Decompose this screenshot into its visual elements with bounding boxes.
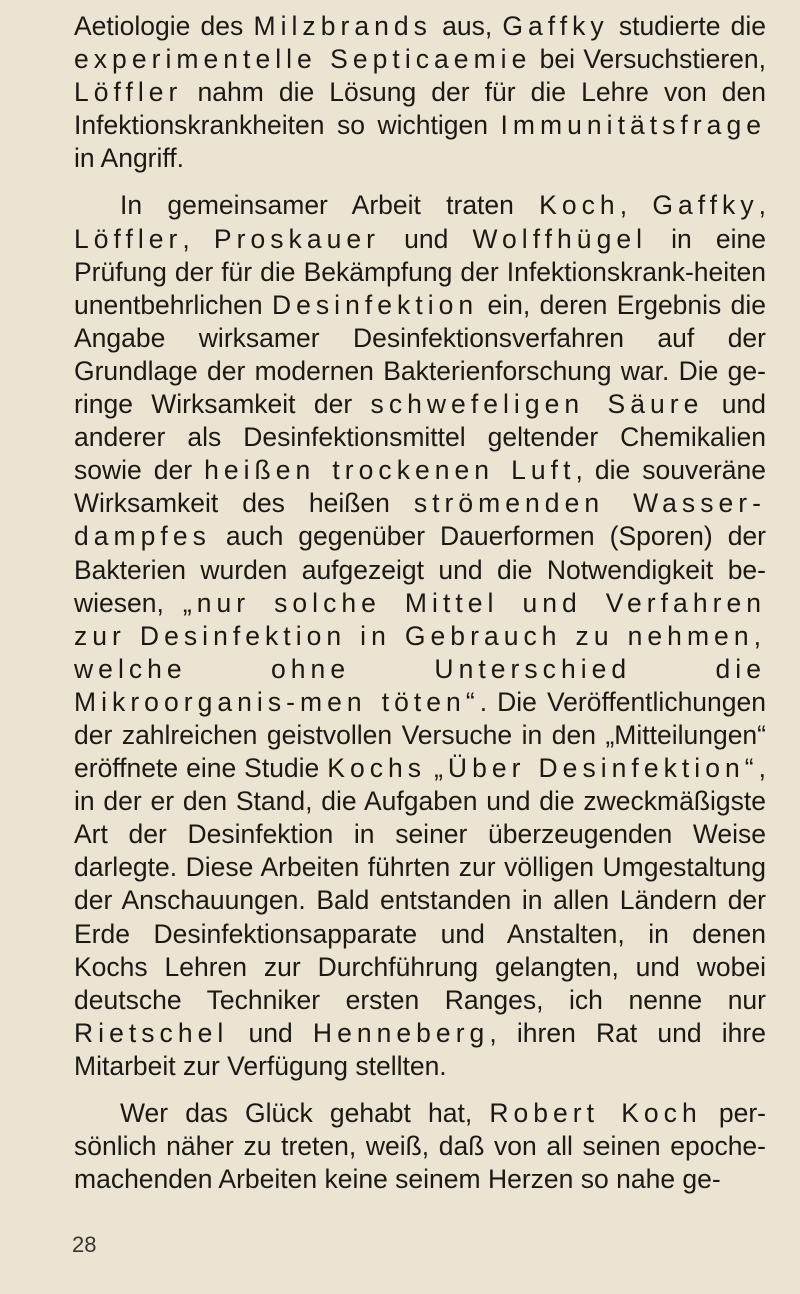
spaced-term: „nur solche Mittel und Verfahren zur Desinfektion in Gebrauch zu nehmen, welche ohne Unterschied die Mikroorganis-men töten“ bbox=[74, 587, 766, 717]
text-run: aus, bbox=[431, 11, 503, 41]
text-run: auch gegenüber Dauerformen (Sporen) der Bakterien wurden aufgezeigt und die Notwendigkeit be-wiesen, bbox=[74, 521, 766, 618]
spaced-term: Robert Koch bbox=[489, 1098, 702, 1128]
text-run: nahm die Lösung der für die Lehre von den Infektionskrankheiten so wichtigen bbox=[74, 77, 766, 141]
text-run: , die souveräne Wirksamkeit des heißen bbox=[74, 455, 766, 519]
text-run: in Angriff. bbox=[74, 143, 184, 174]
text-run: , bbox=[182, 223, 214, 254]
spaced-term: Löffler bbox=[74, 77, 183, 108]
spaced-term: Kochs bbox=[327, 753, 427, 784]
text-run: per-sönlich näher zu treten, weiß, daß von all seinen epoche-machenden Arbeiten keine seinem Herzen so nahe ge- bbox=[74, 1098, 766, 1195]
spaced-term: experimentelle Septicaemie bbox=[74, 44, 532, 75]
spaced-term: Desinfektion bbox=[271, 289, 479, 320]
spaced-term: Löffler bbox=[74, 223, 183, 254]
spaced-term: „Über Desinfektion“ bbox=[434, 753, 759, 784]
spaced-term: Gaffky bbox=[652, 190, 759, 221]
paragraph-1 bbox=[74, 10, 766, 175]
text-run: und anderer als Desinfektionsmittel geltender Chemikalien sowie der bbox=[74, 389, 767, 486]
page-number: 28 bbox=[72, 1232, 97, 1257]
spaced-term: Milzbrands bbox=[253, 11, 432, 41]
text-run: und bbox=[228, 1017, 313, 1048]
text-run: in eine Prüfung der für die Bekämpfung der Infektionskrank-heiten unentbehrlichen bbox=[74, 223, 766, 320]
text-run: und bbox=[380, 223, 473, 254]
text-run: , bbox=[758, 190, 766, 221]
text-run: , in der er den Stand, die Aufgaben und die zweckmäßigste Art der Desinfektion in seiner überzeugenden Weise darlegte. Diese Arbeiten führten zur völligen Umgestaltung der Anschauungen. Bald entstanden in allen Ländern der Erde Desinfektionsapparate und Anstalten, in denen Kochs Lehren zur Durchführung gelangten, und wobei deutsche Techniker ersten Ranges, ich nenne nur bbox=[74, 753, 766, 1015]
text-run: In gemeinsamer Arbeit traten bbox=[120, 190, 540, 221]
spaced-term: strömenden Wasser-dampfes bbox=[74, 488, 766, 552]
text-run bbox=[426, 753, 434, 783]
text-run: studierte die bbox=[608, 11, 766, 41]
spaced-term: Wolffhügel bbox=[472, 223, 648, 254]
text-run: ein, deren Ergebnis die Angabe wirksamer Desinfektionsverfahren auf der Grundlage der modernen Bakterienforschung war. Die ge-ringe Wirksamkeit der bbox=[74, 289, 766, 420]
paragraph-3 bbox=[74, 1097, 766, 1196]
spaced-term: heißen trockenen Luft bbox=[204, 455, 576, 486]
spaced-term: Proskauer bbox=[213, 223, 380, 254]
text-run: Aetiologie des bbox=[74, 11, 254, 41]
text-run: , bbox=[619, 190, 653, 221]
spaced-term: Immunitätsfrage bbox=[500, 110, 766, 141]
spaced-term: Henneberg bbox=[312, 1017, 490, 1048]
text-run: bei Versuchstieren, bbox=[531, 44, 766, 75]
body-text bbox=[74, 10, 766, 1196]
text-run: Wer das Glück gehabt hat, bbox=[120, 1098, 490, 1128]
text-run: , ihren Rat und ihre Mitarbeit zur Verfügung stellten. bbox=[74, 1017, 766, 1081]
spaced-term: Koch bbox=[539, 190, 620, 221]
spaced-term: Gaffky bbox=[502, 11, 609, 41]
spaced-term: Rietschel bbox=[74, 1017, 229, 1048]
text-run: . Die Veröffentlichungen der zahlreichen geistvollen Versuche in den „Mitteilungen“ eröffnete eine Studie bbox=[74, 686, 767, 784]
paragraph-2 bbox=[74, 189, 766, 1083]
spaced-term: schwefeligen Säure bbox=[370, 389, 704, 420]
